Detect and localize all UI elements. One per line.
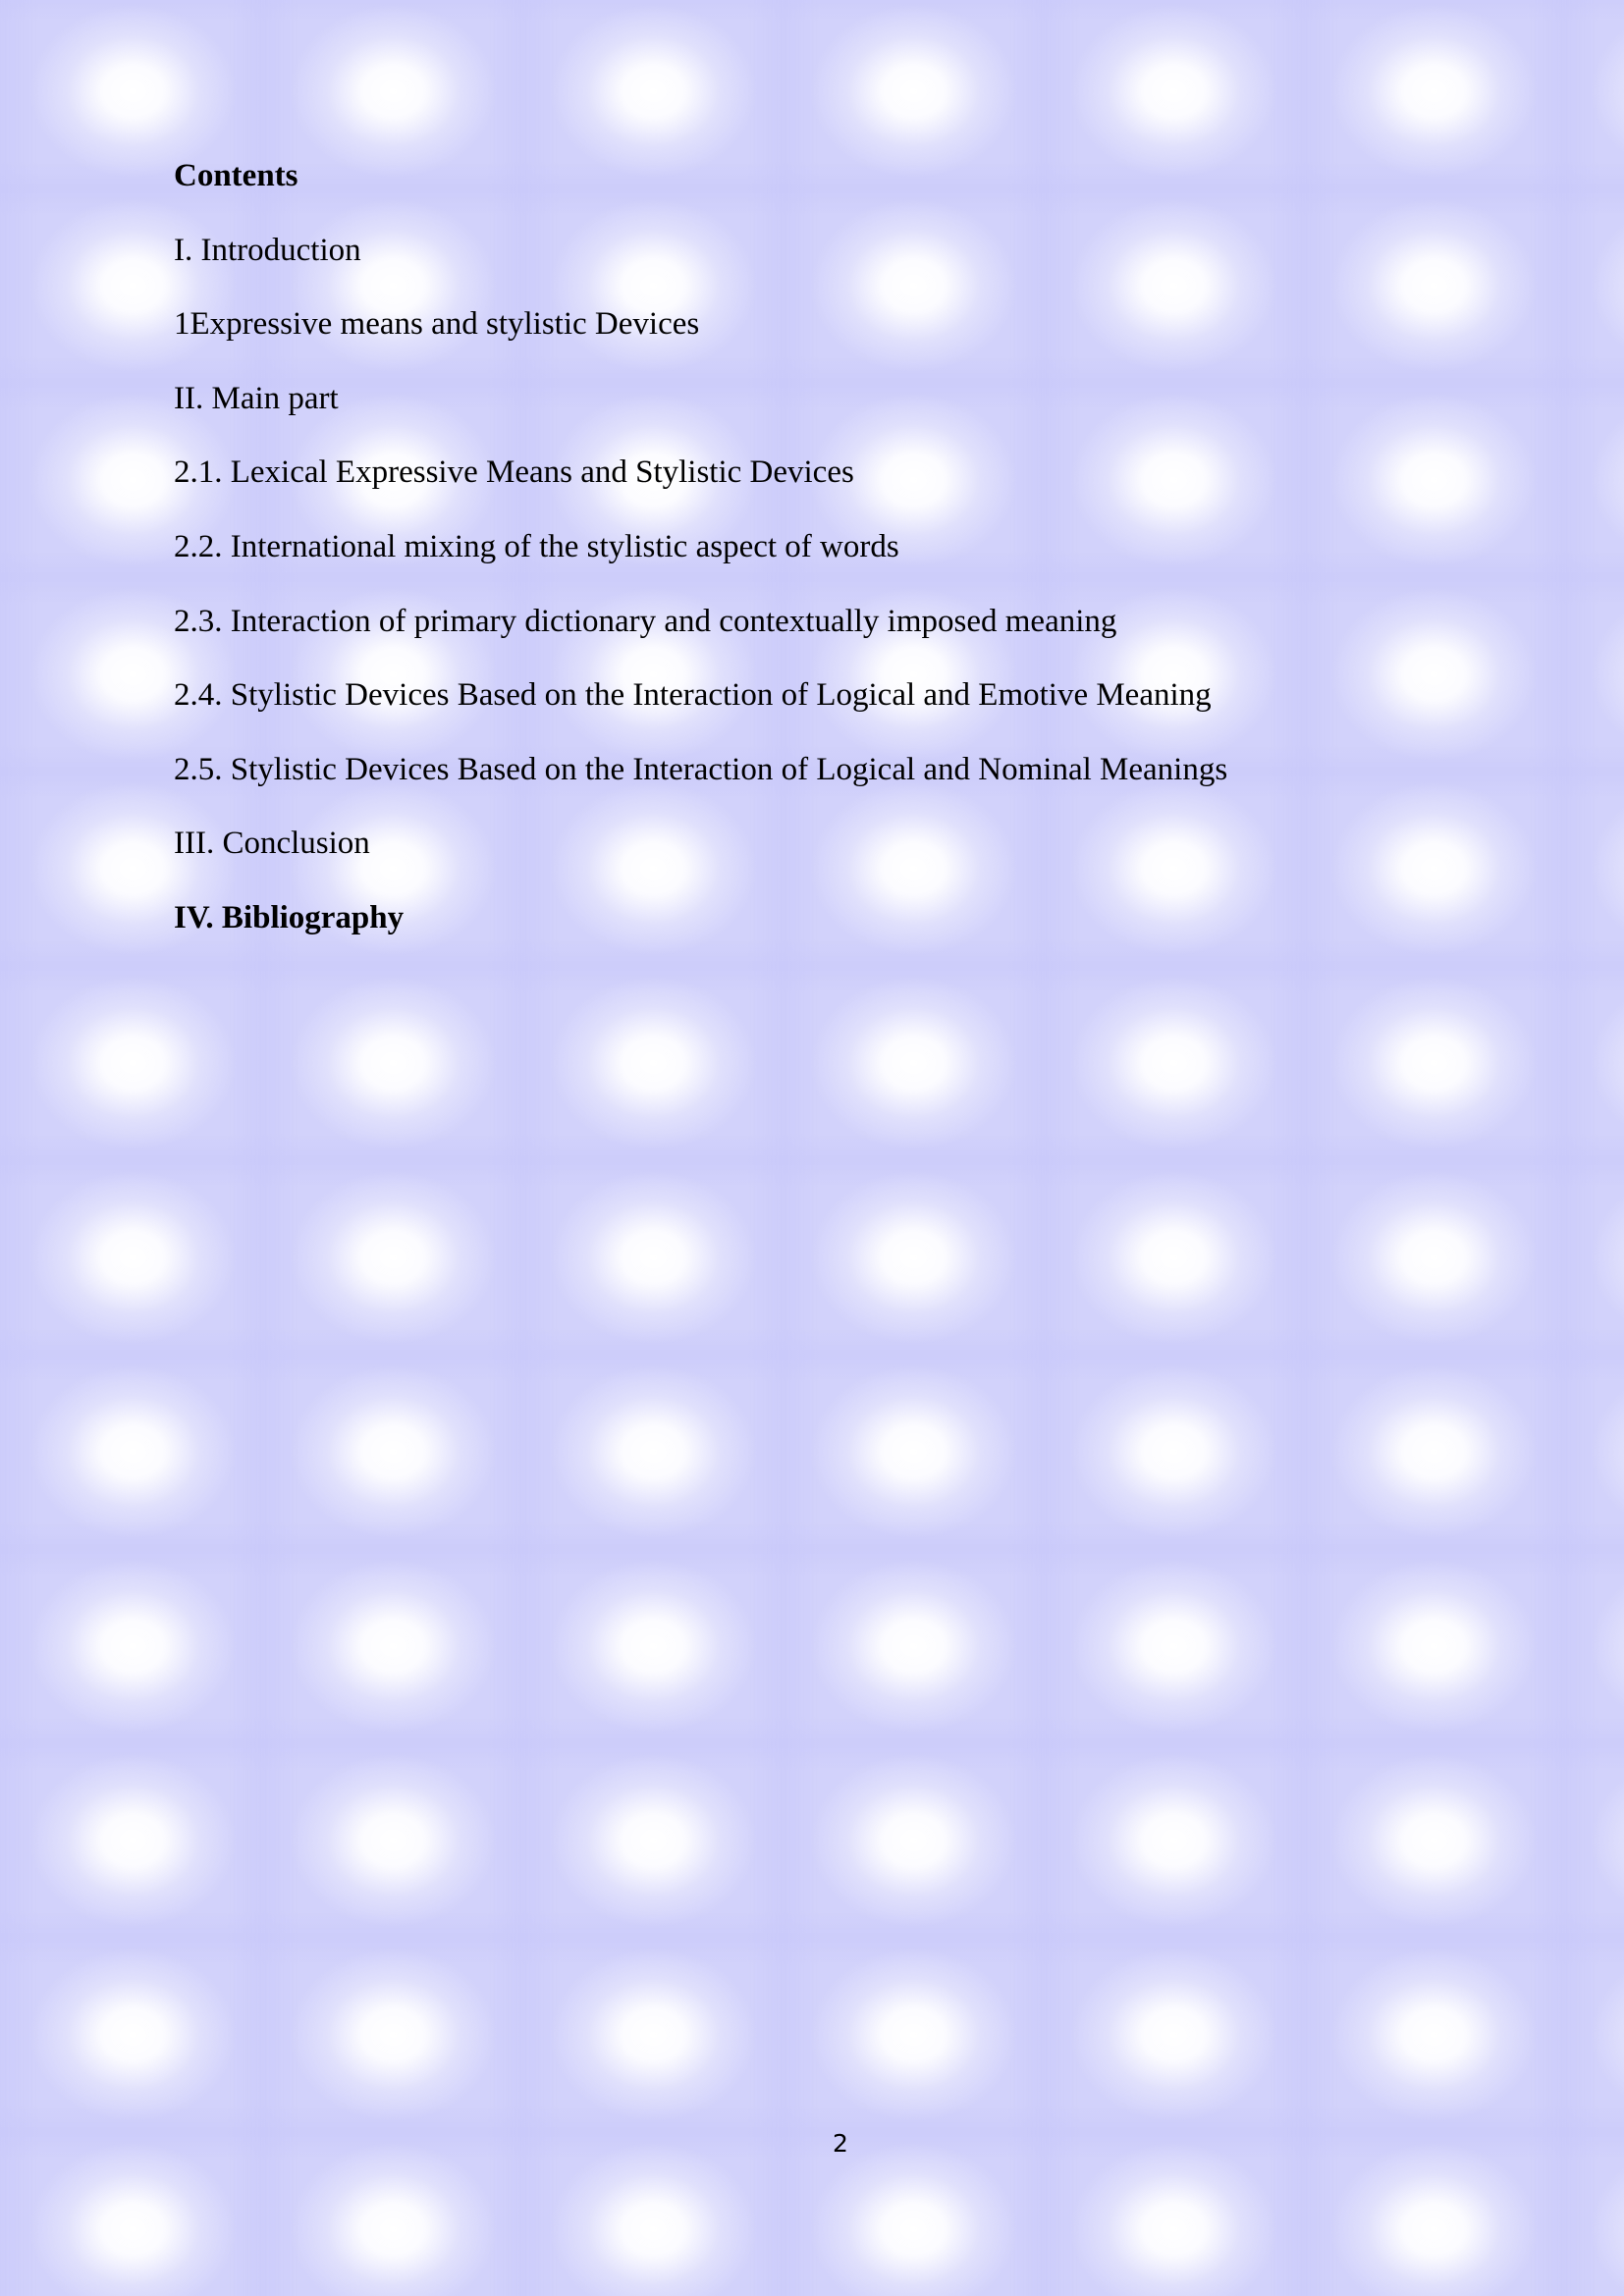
toc-heading: Contents: [174, 158, 298, 193]
toc-entry-2-3[interactable]: 2.3. Interaction of primary dictionary and contextually imposed meaning: [174, 603, 1117, 639]
toc-entry-main-part[interactable]: II. Main part: [174, 380, 339, 416]
toc-entry-introduction[interactable]: I. Introduction: [174, 232, 361, 268]
toc-entry-expressive-means[interactable]: 1Expressive means and stylistic Devices: [174, 306, 700, 343]
toc-entry-2-1[interactable]: 2.1. Lexical Expressive Means and Stylistic Devices: [174, 454, 854, 491]
toc-entry-2-5[interactable]: 2.5. Stylistic Devices Based on the Interaction of Logical and Nominal Meanings: [174, 751, 1228, 787]
toc-entry-conclusion[interactable]: III. Conclusion: [174, 826, 370, 862]
page-number: 2: [833, 2129, 848, 2158]
toc-entry-bibliography[interactable]: IV. Bibliography: [174, 899, 405, 935]
table-of-contents: [174, 152, 1450, 969]
toc-entry-2-4[interactable]: 2.4. Stylistic Devices Based on the Interaction of Logical and Emotive Meaning: [174, 677, 1212, 714]
toc-entry-2-2[interactable]: 2.2. International mixing of the stylistic aspect of words: [174, 528, 899, 564]
